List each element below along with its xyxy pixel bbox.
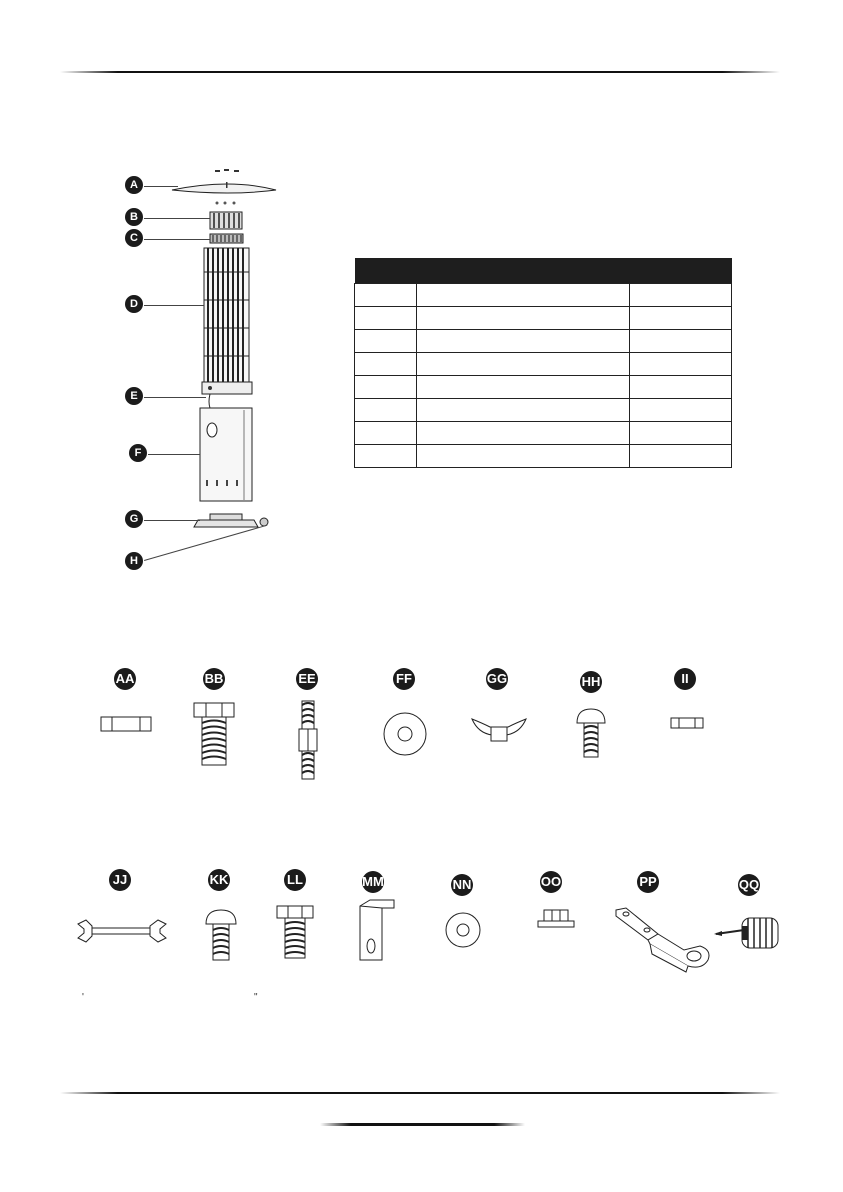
table-cell — [630, 307, 732, 330]
table-cell — [630, 422, 732, 445]
table-cell — [355, 330, 417, 353]
table-cell — [416, 284, 629, 307]
leader-line-c — [144, 239, 210, 240]
leader-line-a — [144, 186, 178, 187]
table-cell — [630, 284, 732, 307]
screwdriver-icon — [712, 912, 782, 954]
hardware-label-ee: EE — [296, 668, 318, 690]
hex-bolt-icon — [275, 904, 315, 960]
table-row — [355, 399, 732, 422]
table-cell — [416, 376, 629, 399]
assembly-label-a: A — [125, 176, 143, 194]
flat-washer-icon — [382, 711, 428, 757]
table-cell — [355, 284, 417, 307]
assembly-label-g: G — [125, 510, 143, 528]
hex-nut-icon — [670, 716, 704, 730]
table-cell — [416, 399, 629, 422]
leader-line-g — [144, 520, 200, 521]
table-cell — [630, 330, 732, 353]
assembly-label-e: E — [125, 387, 143, 405]
parts-table — [354, 258, 732, 468]
header-cell — [416, 258, 629, 284]
table-cell — [355, 353, 417, 376]
flange-nut-icon — [536, 908, 576, 930]
hardware-label-kk: KK — [208, 869, 230, 891]
bent-bracket-icon — [614, 906, 714, 974]
table-cell — [630, 399, 732, 422]
pan-head-screw-icon — [204, 908, 238, 962]
table-row — [355, 284, 732, 307]
leader-line-d — [144, 305, 204, 306]
threaded-coupler-icon — [296, 699, 320, 781]
leader-line-e — [144, 397, 206, 398]
table-cell — [416, 307, 629, 330]
flat-washer-icon — [444, 911, 482, 949]
footnote-mark-left: ' — [82, 992, 84, 1003]
table-cell — [355, 376, 417, 399]
table-cell — [630, 445, 732, 468]
header-cell — [630, 258, 732, 284]
table-row — [355, 307, 732, 330]
assembly-label-c: C — [125, 229, 143, 247]
header-cell — [355, 258, 417, 284]
page-number-bar — [320, 1123, 525, 1126]
table-cell — [355, 445, 417, 468]
leader-line-f — [148, 454, 200, 455]
hardware-label-mm: MM — [362, 871, 384, 893]
hardware-label-jj: JJ — [109, 869, 131, 891]
table-cell — [416, 422, 629, 445]
hardware-label-qq: QQ — [738, 874, 760, 896]
leader-line-b — [144, 218, 210, 219]
hardware-label-oo: OO — [540, 871, 562, 893]
table-cell — [630, 353, 732, 376]
hardware-label-nn: NN — [451, 874, 473, 896]
parts-table-header — [355, 258, 732, 284]
hardware-label-ff: FF — [393, 668, 415, 690]
table-cell — [630, 376, 732, 399]
table-row — [355, 445, 732, 468]
table-cell — [355, 399, 417, 422]
assembly-label-d: D — [125, 295, 143, 313]
hex-bolt-icon — [192, 701, 236, 769]
table-cell — [355, 422, 417, 445]
patio-heater-exploded-icon — [170, 160, 290, 540]
footer-rule — [60, 1092, 780, 1094]
wrench-icon — [76, 918, 168, 944]
table-row — [355, 422, 732, 445]
header-rule — [60, 71, 780, 73]
table-cell — [416, 445, 629, 468]
table-row — [355, 330, 732, 353]
assembly-label-h: H — [125, 552, 143, 570]
assembly-label-f: F — [129, 444, 147, 462]
l-bracket-icon — [356, 898, 396, 964]
hex-nut-icon — [100, 714, 152, 734]
hardware-label-ll: LL — [284, 869, 306, 891]
wing-nut-icon — [470, 715, 528, 745]
hardware-label-bb: BB — [203, 668, 225, 690]
assembly-label-b: B — [125, 208, 143, 226]
table-cell — [355, 307, 417, 330]
table-cell — [416, 353, 629, 376]
hardware-label-aa: AA — [114, 668, 136, 690]
hardware-label-hh: HH — [580, 671, 602, 693]
table-row — [355, 376, 732, 399]
hardware-label-pp: PP — [637, 871, 659, 893]
table-cell — [416, 330, 629, 353]
footnote-mark-right: " — [254, 992, 258, 1003]
hardware-label-gg: GG — [486, 668, 508, 690]
hardware-label-ii: II — [674, 668, 696, 690]
pan-head-screw-icon — [575, 707, 607, 759]
table-row — [355, 353, 732, 376]
